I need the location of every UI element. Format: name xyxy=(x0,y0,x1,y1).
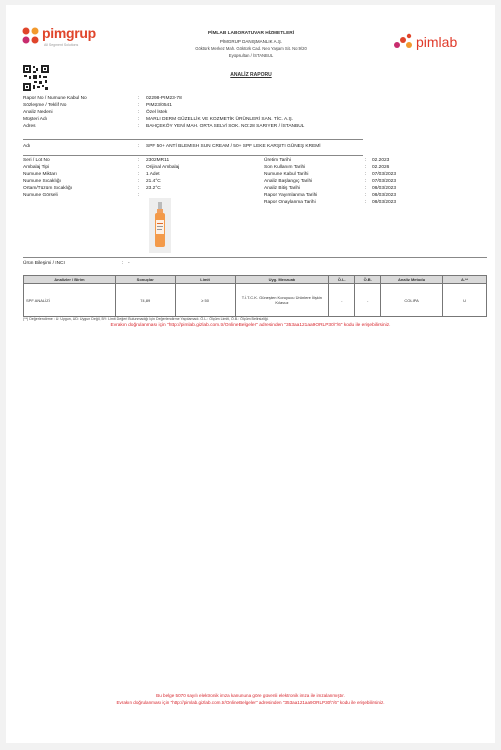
field-value-musteri: MARLI DERM GÜZELLİK VE KOZMETİK ÜRÜNLERİ SAN. TİC. A.Ş. xyxy=(146,117,294,122)
pimlab-logo xyxy=(392,31,482,55)
field-colon: : xyxy=(138,117,140,122)
pimgrup-logo-text: pimgrup xyxy=(42,25,96,41)
divider xyxy=(23,257,487,258)
field-colon: : xyxy=(365,179,367,184)
table-header-cell: Ö.L. xyxy=(329,276,355,284)
evaluation-note: (**) Değerlendirme : U: Uygun, UD: Uygun Değil, BY: Limit Değeri Bulunmadığı İçin Değerlendirme Yapılamadı. Ö.L.: Ölçüm Limiti, Ö.B.: Ölçüm Belirsizliği. xyxy=(23,317,269,321)
pimgrup-logo-sub: All Segment Solutions xyxy=(44,43,79,47)
field-value-adres: BAHÇEKÖY YENİ MAH. ORTA SELVİ SOK. NO:28 SARIYER / İSTANBUL xyxy=(146,124,305,129)
report-title: ANALİZ RAPORU xyxy=(230,72,272,78)
pimgrup-logo-mark xyxy=(20,25,42,47)
field-value-miktar: 1 Adet xyxy=(146,172,160,177)
field-label-skt: Son Kullanım Tarihi xyxy=(264,165,306,170)
table-header-cell: Analizler / Birim xyxy=(24,276,116,284)
table-cell-ol: - xyxy=(329,284,355,317)
qr-code-icon xyxy=(23,65,49,91)
table-header-cell: Uyg. Mevzuatı xyxy=(235,276,329,284)
table-header-cell: Analiz Metodu xyxy=(381,276,443,284)
table-header-cell: A.** xyxy=(443,276,487,284)
e-signature-notice: Bu belge 5070 sayılı elektronik imza kanununa göre güvenli elektronik imza ile imzalanmıştır. xyxy=(156,693,345,698)
table-row xyxy=(24,284,487,317)
field-value-bitis: 08/03/2023 xyxy=(372,186,397,191)
pimgrup-logo xyxy=(20,23,110,55)
report-page xyxy=(6,5,495,743)
field-label-analiz-nedeni: Analiz Nedeni xyxy=(23,110,53,115)
field-colon: : xyxy=(138,158,140,163)
table-header-cell: Sonuçlar xyxy=(115,276,175,284)
field-value-seri: 2302MR11 xyxy=(146,158,170,163)
field-value-adi: SPF 50+ ANTİ BLEMISH SUN CREAM / 50+ SPF LEKE KARŞITI GÜNEŞ KREMİ xyxy=(146,144,321,149)
company-name: PİMLAB LABORATUVAR HİZMETLERİ xyxy=(207,31,295,36)
field-value-yayim: 08/03/2023 xyxy=(372,193,397,198)
field-value-onay: 08/03/2023 xyxy=(372,200,397,205)
table-cell-analiz: SPF ANALİZİ xyxy=(24,284,116,317)
verification-line: Evrakın doğrulanması için "http://pimlab.gizlab.com.tr/OnlineBelgeler" adresinden "353aa121aa9ORLP30\"/6" kodu ile erişebilirsiniz. xyxy=(110,323,391,328)
field-value-numune-sicaklik: 21.4°C xyxy=(146,179,161,184)
field-label-miktar: Numune Miktarı xyxy=(23,172,57,177)
field-label-uretim: Üretim Tarihi xyxy=(264,158,291,163)
field-colon: : xyxy=(122,261,124,266)
field-colon: : xyxy=(138,110,140,115)
table-header-row xyxy=(24,276,487,284)
field-colon: : xyxy=(138,124,140,129)
field-value-ambalaj: Orijinal Ambalaj xyxy=(146,165,180,170)
field-label-numune-sicaklik: Numune Sıcaklığı xyxy=(23,179,61,184)
company-name-2: PİMGRUP DANIŞMANLIK A.Ş. xyxy=(219,39,283,44)
table-header-cell: Ö.B. xyxy=(355,276,381,284)
field-label-inci: Ürün Bileşimi / INCI xyxy=(23,261,65,266)
field-label-ortam-sicaklik: Ortam/Tüzüm Sıcaklığı xyxy=(23,186,73,191)
table-cell-limit: ≥ 50 xyxy=(175,284,235,317)
product-image xyxy=(149,198,171,253)
field-colon: : xyxy=(138,165,140,170)
field-colon: : xyxy=(365,200,367,205)
company-city: Eyüpsultan / İSTANBUL xyxy=(228,53,274,58)
field-colon: : xyxy=(138,103,140,108)
field-colon: : xyxy=(138,144,140,149)
field-value-kabul: 07/03/2023 xyxy=(372,172,397,177)
field-value-sozlesme: PIM23/0541 xyxy=(146,103,172,108)
field-colon: : xyxy=(365,172,367,177)
table-cell-sonuc: 74,89 xyxy=(115,284,175,317)
table-cell-ob: - xyxy=(355,284,381,317)
field-colon: : xyxy=(138,172,140,177)
divider xyxy=(23,155,363,156)
field-colon: : xyxy=(365,186,367,191)
field-label-yayim: Rapor Yayımlanma Tarihi xyxy=(264,193,318,198)
field-value-skt: 02.2026 xyxy=(372,165,390,170)
field-value-baslangic: 07/03/2023 xyxy=(372,179,397,184)
field-value-rapor-no: 02298-PIM23-78 xyxy=(146,96,182,101)
table-cell-metod: COLIPA xyxy=(381,284,443,317)
table-cell-degerlendirme: U xyxy=(443,284,487,317)
field-colon: : xyxy=(365,193,367,198)
field-label-baslangic: Analiz Başlangıç Tarihi xyxy=(264,179,313,184)
field-label-sozlesme: Sözleşme / Teklif No xyxy=(23,103,67,108)
field-label-onay: Rapor Onaylanma Tarihi xyxy=(264,200,316,205)
company-address: Göktürk Merkez Mah. Göktürk Cad. Neo Yaşam Sit. No:9/20 xyxy=(195,46,307,51)
field-colon: : xyxy=(138,96,140,101)
table-header-cell: Limit xyxy=(175,276,235,284)
field-colon: : xyxy=(365,158,367,163)
field-label-gorsel: Numune Görseli xyxy=(23,193,58,198)
divider xyxy=(23,139,363,140)
field-label-rapor-no: Rapor No / Numune Kabul No xyxy=(23,96,87,101)
field-colon: : xyxy=(138,186,140,191)
results-table xyxy=(23,275,487,317)
field-label-bitis: Analiz Bitiş Tarihi xyxy=(264,186,301,191)
field-label-seri: Seri / Lot No xyxy=(23,158,50,163)
field-label-musteri: Müşteri Adı xyxy=(23,117,47,122)
field-value-uretim: 02.2023 xyxy=(372,158,390,163)
field-colon: : xyxy=(138,179,140,184)
field-label-adres: Adres xyxy=(23,124,36,129)
field-value-inci: - xyxy=(128,261,130,266)
field-value-analiz-nedeni: Özel İstek xyxy=(146,110,168,115)
field-label-ambalaj: Ambalaj Tipi xyxy=(23,165,50,170)
field-label-adi: Adı xyxy=(23,144,31,149)
field-colon: : xyxy=(365,165,367,170)
pimlab-logo-text: pimlab xyxy=(416,34,458,50)
field-value-ortam-sicaklik: 23.2°C xyxy=(146,186,161,191)
field-label-kabul: Numune Kabul Tarihi xyxy=(264,172,309,177)
field-colon: : xyxy=(138,193,140,198)
e-signature-verify: Evrakın doğrulanması için "http://pimlab.gizlab.com.tr/OnlineBelgeler" adresinden "353aa121aa9ORLP30\"/6" kodu ile erişebilirsiniz. xyxy=(116,700,385,705)
table-cell-mevzuat: T.İ.T.C.K. Güneşten Koruyucu Ürünlere İlişkin Kılavuz xyxy=(235,284,329,317)
